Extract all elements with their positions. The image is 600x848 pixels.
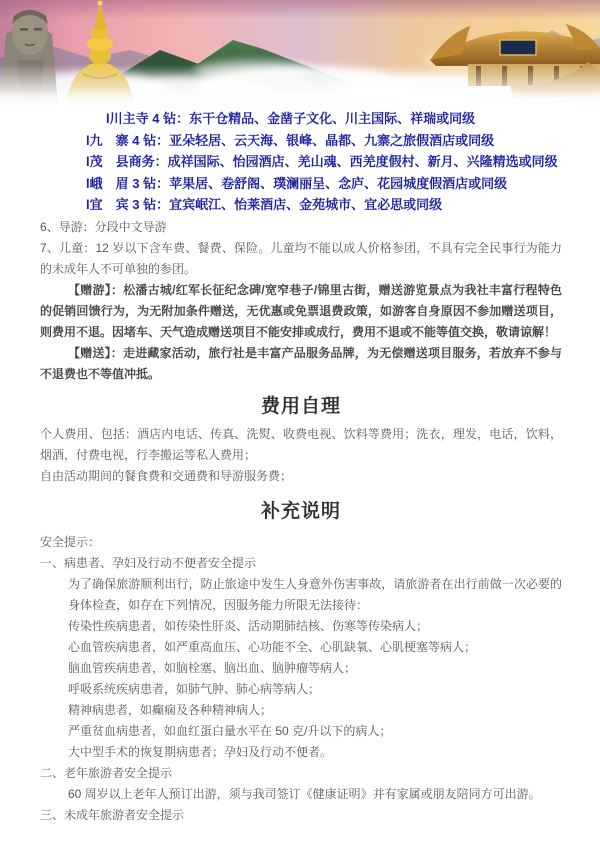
hotel-line: l峨 眉 3 钻：苹果居、卷舒阁、璞澜丽呈、念庐、花园城度假酒店或同级 — [86, 175, 508, 191]
safety-section-heading: 三、未成年旅游者安全提示 — [40, 807, 185, 822]
note-gift-tour: 【赠游】：松潘古城/红军长征纪念碑/宽窄巷子/锦里古街，赠送游览景点为我社丰富行程特色的促销回馈行为，为无附加条件赠送，无优惠或免票退费政策，如游客自身原因不参加赠送项目，则费用不退。因堵车、天气造成赠送项目不能安排或成行，费用不退或不能等值交换，敬请谅解！ — [40, 282, 562, 339]
hotel-line: l川主寺 4 钻：东干仓精品、金凿子文化、川主国际、祥瑞或同级 — [106, 111, 476, 126]
self-pay-item: 个人费用、包括：酒店内电话、传真、洗熨、收费电视、饮料等费用；洗衣，理发，电话，饮料，烟酒，付费电视，行李搬运等私人费用； — [40, 426, 562, 462]
self-pay-item: 自由活动期间的餐食费和交通费和导游服务费； — [40, 468, 293, 483]
note-gift-activity: 【赠送】：走进藏家活动，旅行社是丰富产品服务品牌，为无偿赠送项目服务，若放弃不参与不退费也不等值冲抵。 — [40, 345, 562, 381]
hotel-line: l九 寨 4 钻：亚朵轻居、云天海、银峰、晶都、九寨之旅假酒店或同级 — [86, 132, 495, 148]
safety-line: 为了确保旅游顺利出行，防止旅途中发生人身意外伤害事故，请旅游者在出行前做一次必要的身体检查，如存在下列情况，因服务能力所限无法接待： — [68, 576, 562, 612]
section-title-self-pay: 费用自理 — [260, 395, 341, 417]
safety-section-heading: 一、病患者、孕妇及行动不便者安全提示 — [40, 555, 257, 570]
hero-image — [0, 0, 600, 106]
section-title-supplement: 补充说明 — [260, 500, 341, 522]
safety-line: 呼吸系统疾病患者，如肺气肿、肺心病等病人； — [68, 681, 321, 696]
hotel-line: l宜 宾 3 钻：宜宾岷江、怡莱酒店、金苑城市、宜必思或同级 — [86, 197, 443, 212]
hotel-line: l茂 县商务：成祥国际、怡园酒店、羌山魂、西羌度假村、新月、兴隆精选或同级 — [86, 154, 558, 169]
safety-line: 严重贫血病患者，如血红蛋白量水平在 50 克/升以下的病人； — [68, 723, 392, 738]
note-guide: 6、导游：分段中文导游 — [40, 219, 167, 234]
hero-collage-illustration — [0, 0, 600, 106]
safety-line: 心血管疾病患者，如严重高血压、心功能不全、心肌缺氧、心肌梗塞等病人； — [68, 639, 477, 654]
temple-plaque — [500, 40, 536, 55]
safety-line: 精神病患者，如癫痫及各种精神病人； — [68, 702, 273, 717]
safety-label: 安全提示： — [40, 534, 101, 549]
safety-section-heading: 二、老年旅游者安全提示 — [40, 765, 173, 780]
note-children: 7、儿童：12 岁以下含车费、餐费、保险。儿童均不能以成人价格参团，不具有完全民事行为能力的未成年人不可单独的参团。 — [40, 240, 562, 276]
hotel-list — [40, 108, 562, 216]
safety-line: 传染性疾病患者，如传染性肝炎、活动期肺结核、伤寒等传染病人； — [68, 618, 429, 633]
safety-line: 60 周岁以上老年人预订出游，须与我司签订《健康证明》并有家属或朋友陪同方可出游。 — [68, 786, 541, 801]
safety-line: 大中型手术的恢复期病患者；孕妇及行动不便者。 — [68, 744, 333, 759]
safety-line: 脑血管疾病患者，如脑栓塞、脑出血、脑肿瘤等病人； — [68, 660, 357, 675]
document-body — [0, 106, 600, 826]
